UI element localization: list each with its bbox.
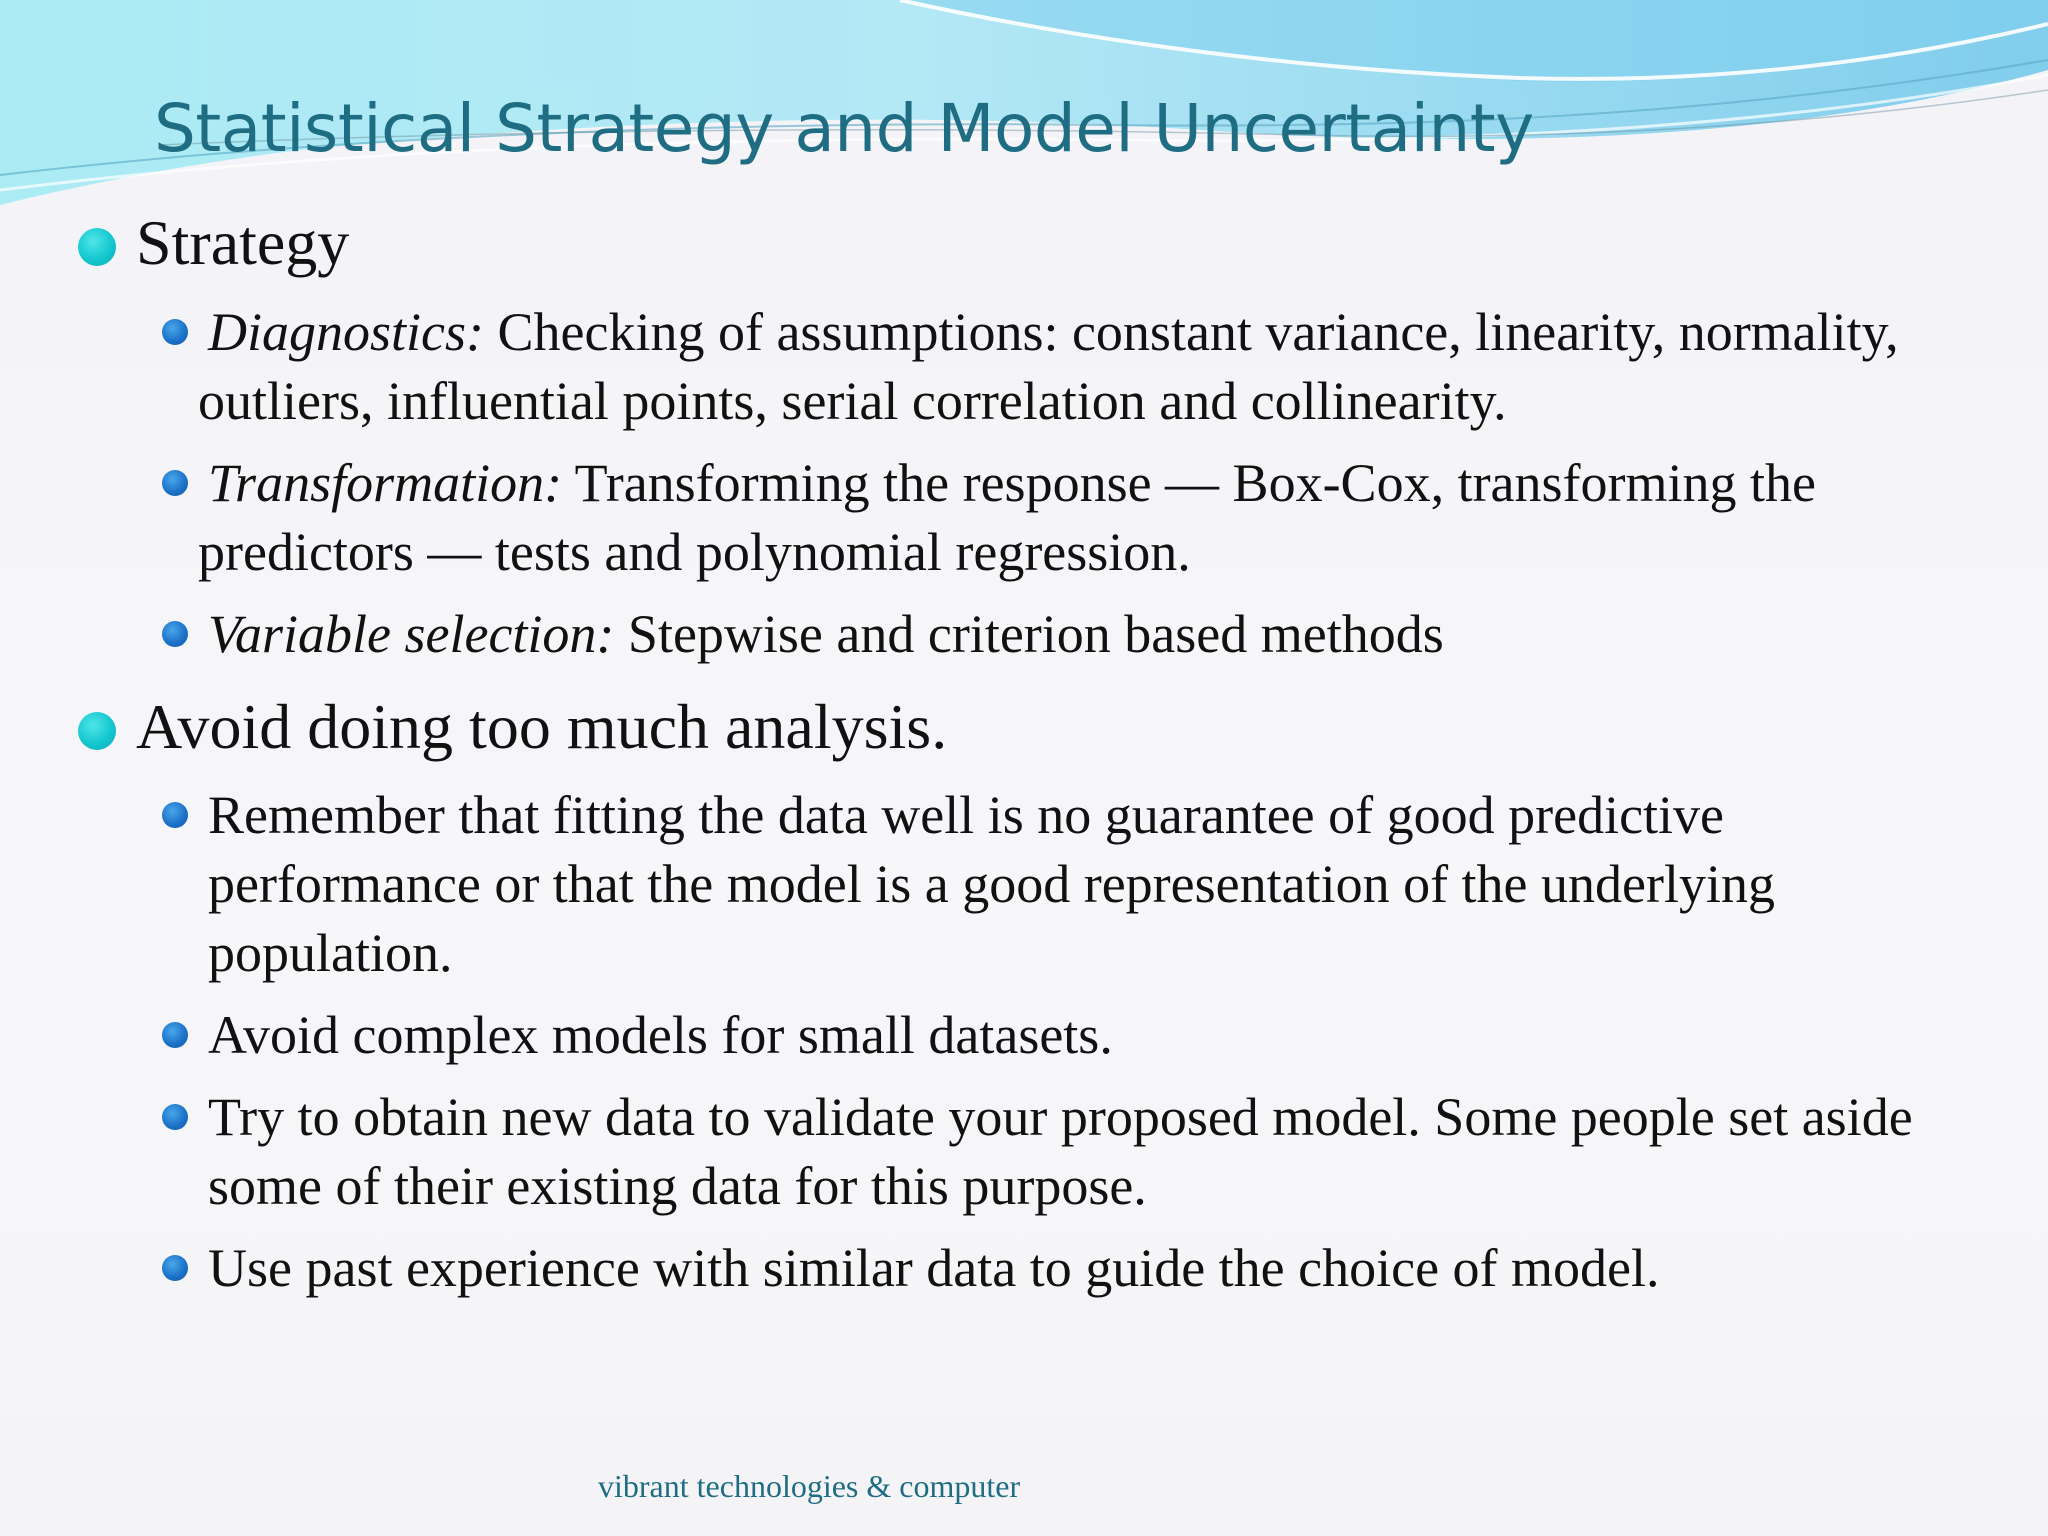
item-label: Diagnostics: (208, 302, 484, 362)
blue-bullet-icon (162, 470, 188, 496)
item-text: Try to obtain new data to validate your proposed model. Some people set aside some of their existing data for this purpose. (208, 1087, 1913, 1216)
slide-title: Statistical Strategy and Model Uncertainty (154, 90, 1534, 167)
item-label: Variable selection: (208, 604, 615, 664)
blue-bullet-icon (162, 1104, 188, 1130)
blue-bullet-icon (162, 1255, 188, 1281)
bullet-level1-strategy (136, 206, 349, 280)
cyan-bullet-icon (78, 228, 116, 266)
section-heading: Strategy (136, 207, 350, 278)
item-text: Remember that fitting the data well is no guarantee of good predictive performance or that the model is a good representation of the underlying population. (208, 785, 1775, 983)
item-text: Use past experience with similar data to guide the choice of model. (208, 1238, 1660, 1298)
item-text: Checking of assumptions: constant variance, linearity, normality, outliers, influential points, serial correlation and collinearity. (198, 302, 1899, 431)
bullet-remember (198, 781, 1998, 988)
blue-bullet-icon (162, 319, 188, 345)
bullet-transformation (198, 449, 1998, 587)
bullet-level1-avoid (136, 690, 947, 764)
bullet-past-experience (198, 1234, 1998, 1303)
bullet-new-data (198, 1083, 1998, 1221)
cyan-bullet-icon (78, 712, 116, 750)
blue-bullet-icon (162, 1022, 188, 1048)
blue-bullet-icon (162, 621, 188, 647)
bullet-diagnostics (198, 298, 1998, 436)
bullet-avoid-complex (198, 1001, 1998, 1070)
section-heading: Avoid doing too much analysis. (136, 691, 948, 762)
blue-bullet-icon (162, 802, 188, 828)
bullet-variable-selection (198, 600, 1998, 669)
slide-footer: vibrant technologies & computer (598, 1468, 1021, 1504)
item-text: Stepwise and criterion based methods (614, 604, 1444, 664)
item-text: Avoid complex models for small datasets. (208, 1005, 1113, 1065)
item-label: Transformation: (208, 453, 563, 513)
item-text: Transforming the response — Box-Cox, transforming the predictors — tests and polynomial regression. (198, 453, 1816, 582)
